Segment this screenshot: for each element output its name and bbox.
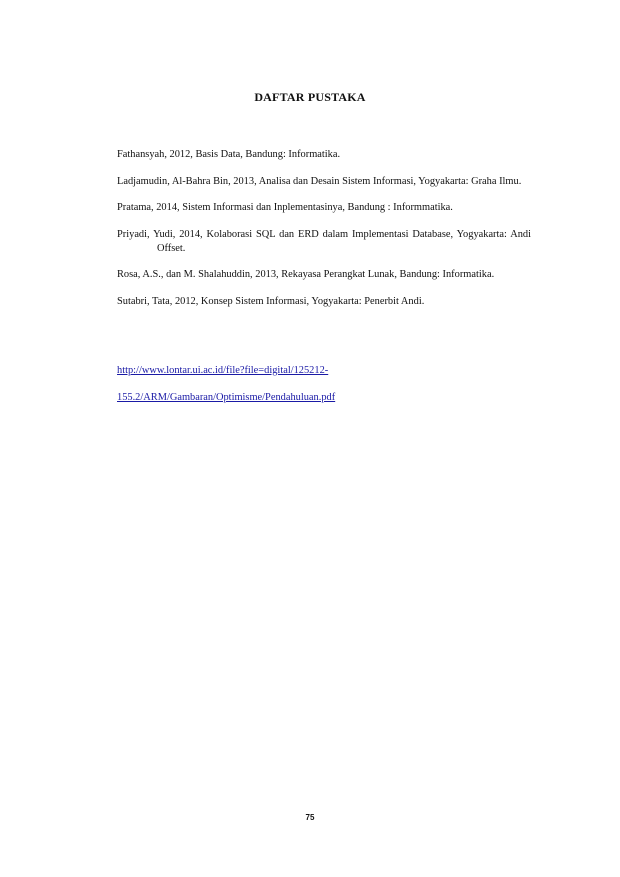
reference-item: Ladjamudin, Al-Bahra Bin, 2013, Analisa dan Desain Sistem Informasi, Yogyakarta: Graha Ilmu. [117, 175, 522, 187]
reference-item: Sutabri, Tata, 2012, Konsep Sistem Informasi, Yogyakarta: Penerbit Andi. [117, 295, 425, 307]
reference-link-block [117, 364, 531, 417]
reference-link-line-1[interactable]: http://www.lontar.ui.ac.id/file?file=digital/125212- [117, 365, 329, 376]
page-number: 75 [305, 813, 315, 822]
reference-item: Rosa, A.S., dan M. Shalahuddin, 2013, Rekayasa Perangkat Lunak, Bandung: Informatika. [117, 269, 495, 280]
reference-link-line-2[interactable]: 155.2/ARM/Gambaran/Optimisme/Pendahuluan.pdf [117, 391, 336, 403]
reference-item: Pratama, 2014, Sistem Informasi dan Inplementasinya, Bandung : Informmatika. [117, 202, 453, 213]
reference-list [117, 148, 531, 321]
page-title: DAFTAR PUSTAKA [254, 90, 366, 104]
reference-item: Priyadi, Yudi, 2014, Kolaborasi SQL dan ERD dalam Implementasi Database, Yogyakarta: Andi Offset. [117, 228, 531, 254]
reference-item: Fathansyah, 2012, Basis Data, Bandung: Informatika. [117, 149, 341, 160]
